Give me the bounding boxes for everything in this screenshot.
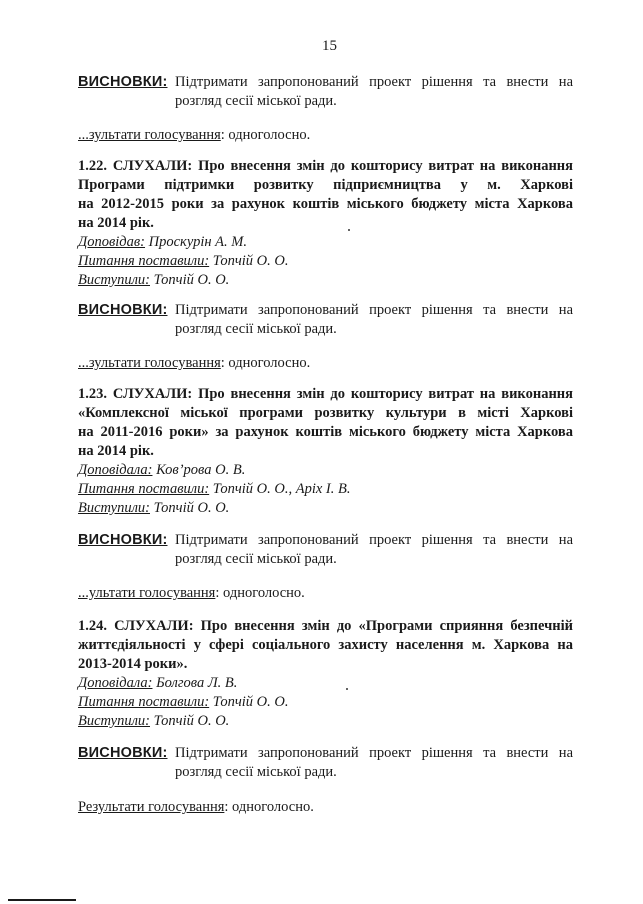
reporter-name: Ков’рова О. В.	[152, 462, 246, 478]
heading-line: на 2011-2016 роки» за рахунок коштів міського бюджету міста Харкова	[78, 424, 573, 440]
questions-line	[78, 693, 573, 712]
conclusion-text: розгляд сесії міської ради.	[175, 321, 337, 337]
vote-result	[78, 126, 573, 145]
speakers-label: Виступили:	[78, 500, 150, 516]
reporter-name: Проскурін А. М.	[145, 234, 247, 250]
scan-speck	[348, 229, 350, 231]
questions-label: Питання поставили:	[78, 253, 210, 269]
scan-speck	[346, 688, 348, 690]
conclusion-text: розгляд сесії міської ради.	[175, 764, 337, 780]
questions-names: Топчій О. О.	[209, 253, 289, 269]
speakers-line	[78, 271, 573, 290]
conclusion-label: ВИСНОВКИ:	[78, 532, 168, 548]
conclusion-label: ВИСНОВКИ:	[78, 302, 168, 318]
vote-result	[78, 798, 573, 817]
vote-value: : одноголосно.	[220, 127, 311, 143]
vote-label: Результати голосування	[78, 799, 225, 815]
vote-label: ...зультати голосування	[78, 355, 221, 371]
vote-result	[78, 354, 573, 373]
speakers-label: Виступили:	[78, 713, 150, 729]
heading-line: 1.23. СЛУХАЛИ: Про внесення змін до кошторису витрат на виконання	[78, 386, 573, 402]
reporter-line	[78, 461, 573, 480]
speakers-names: Топчій О. О.	[150, 500, 230, 516]
conclusion-label: ВИСНОВКИ:	[78, 74, 168, 90]
speakers-label: Виступили:	[78, 272, 150, 288]
item-heading	[78, 385, 573, 461]
heading-line: Програми підтримки розвитку підприємництва у м. Харкові	[78, 177, 573, 193]
heading-line: життєдіяльності у сфері соціального захисту населення м. Харкова на	[78, 637, 573, 653]
agenda-item	[78, 157, 573, 290]
agenda-item	[78, 385, 573, 518]
heading-line: на 2014 рік.	[78, 443, 154, 459]
vote-label: ...зультати голосування	[78, 127, 221, 143]
heading-line: на 2014 рік.	[78, 215, 154, 231]
conclusion-text: Підтримати запропонований проект рішення та внести на	[175, 74, 573, 90]
vote-result	[78, 584, 573, 603]
heading-line: на 2012-2015 роки за рахунок коштів міського бюджету міста Харкова	[78, 196, 573, 212]
heading-line: 2013-2014 роки».	[78, 656, 188, 672]
heading-line: 1.24. СЛУХАЛИ: Про внесення змін до «Програми сприяння безпечній	[78, 618, 573, 634]
questions-names: Топчій О. О.	[209, 694, 289, 710]
conclusion-text: Підтримати запропонований проект рішення та внести на	[175, 745, 573, 761]
agenda-item	[78, 617, 573, 731]
questions-names: Топчій О. О., Аріх І. В.	[209, 481, 351, 497]
vote-label: ...ультати голосування	[78, 585, 216, 601]
conclusion-text: Підтримати запропонований проект рішення та внести на	[175, 302, 573, 318]
speakers-names: Топчій О. О.	[150, 713, 230, 729]
questions-line	[78, 252, 573, 271]
vote-value: : одноголосно.	[220, 355, 311, 371]
reporter-line	[78, 233, 573, 252]
item-heading	[78, 617, 573, 674]
reporter-label: Доповідала:	[78, 462, 153, 478]
conclusion-text: Підтримати запропонований проект рішення та внести на	[175, 532, 573, 548]
speakers-names: Топчій О. О.	[150, 272, 230, 288]
conclusion-text: розгляд сесії міської ради.	[175, 93, 337, 109]
page-number: 15	[322, 38, 337, 54]
footer-rule	[8, 899, 76, 901]
speakers-line	[78, 499, 573, 518]
reporter-name: Болгова Л. В.	[152, 675, 238, 691]
speakers-line	[78, 712, 573, 731]
questions-label: Питання поставили:	[78, 694, 210, 710]
reporter-label: Доповідав:	[78, 234, 146, 250]
reporter-label: Доповідала:	[78, 675, 153, 691]
questions-label: Питання поставили:	[78, 481, 210, 497]
conclusion-block	[78, 301, 573, 339]
conclusion-label: ВИСНОВКИ:	[78, 745, 168, 761]
conclusion-block	[78, 744, 573, 782]
conclusion-block	[78, 531, 573, 569]
heading-line: «Комплексної міської програми розвитку культури в місті Харкові	[78, 405, 573, 421]
item-heading	[78, 157, 573, 233]
conclusion-block	[78, 73, 573, 111]
questions-line	[78, 480, 573, 499]
vote-value: : одноголосно.	[224, 799, 314, 815]
vote-value: : одноголосно.	[215, 585, 305, 601]
reporter-line	[78, 674, 573, 693]
conclusion-text: розгляд сесії міської ради.	[175, 551, 337, 567]
heading-line: 1.22. СЛУХАЛИ: Про внесення змін до кошторису витрат на виконання	[78, 158, 573, 174]
